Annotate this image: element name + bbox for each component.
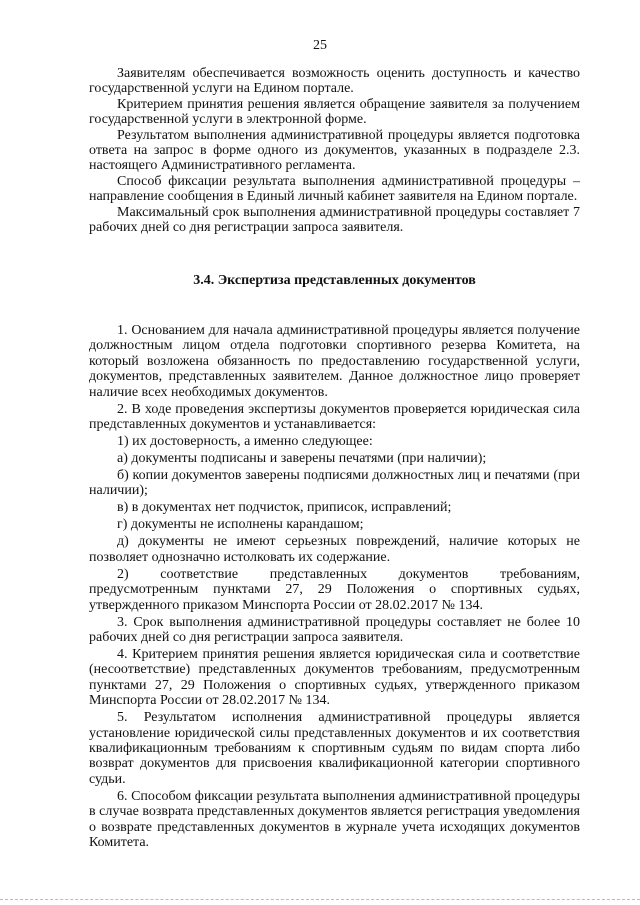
paragraph: Способ фиксации результата выполнения административной процедуры – направление сообщения в Единый личный кабинет заявителя на Едином портале.	[89, 173, 580, 205]
list-item: д) документы не имеют серьезных повреждений, наличие которых не позволяет однозначно истолковать их содержание.	[89, 534, 580, 565]
paragraph: Максимальный срок выполнения административной процедуры составляет 7 рабочих дней со дня регистрации запроса заявителя.	[89, 204, 580, 236]
document-body	[89, 66, 580, 850]
list-item: в) в документах нет подчисток, приписок, исправлений;	[117, 500, 452, 516]
list-item: а) документы подписаны и заверены печатями (при наличии);	[117, 450, 487, 466]
paragraph: 6. Способом фиксации результата выполнения административной процедуры в случае возврата представленных документов является регистрация уведомления о возврате представленных документов в журнале учета исходящих документов Комитета.	[89, 788, 580, 850]
paragraph: Критерием принятия решения является обращение заявителя за получением государственной услуги в электронной форме.	[89, 96, 580, 128]
paragraph: Заявителям обеспечивается возможность оценить доступность и качество государственной услуги на Едином портале.	[89, 66, 580, 97]
section-heading: 3.4. Экспертиза представленных документов	[193, 273, 476, 289]
scan-edge-line	[0, 899, 640, 902]
page-number: 25	[313, 38, 327, 53]
paragraph: 4. Критерием принятия решения является юридическая сила и соответствие (несоответствие) представленных документов требованиям, предусмотренным пунктами 27, 29 Положения о спортивных судьях, утвержденного приказом Минспорта России от 28.02.2017 № 134.	[89, 646, 580, 709]
paragraph: 2. В ходе проведения экспертизы документов проверяется юридическая сила представленных документов и устанавливается:	[89, 401, 580, 432]
list-item: 1) их достоверность, а именно следующее:	[117, 433, 373, 449]
paragraph: 1. Основанием для начала административной процедуры является получение должностным лицом отдела подготовки спортивного резерва Комитета, на который возложена обязанность по предоставлению государственной услуги, документов, представленных заявителем. Данное должностное лицо проверяет наличие всех необходимых документов.	[89, 322, 580, 400]
list-item: г) документы не исполнены карандашом;	[117, 517, 364, 533]
list-item: 2) соответствие представленных документов требованиям, предусмотренным пунктами 27, 29 Положения о спортивных судьях, утвержденного приказом Минспорта России от 28.02.2017 № 134.	[89, 566, 580, 613]
paragraph: 5. Результатом исполнения административной процедуры является установление юридической силы представленных документов и их соответствия квалификационным требованиям к спортивным судьям по видам спорта либо возврат документов для присвоения квалификационной категории спортивного судьи.	[89, 710, 580, 787]
list-item: б) копии документов заверены подписями должностных лиц и печатями (при наличии);	[89, 467, 580, 499]
paragraph: 3. Срок выполнения административной процедуры составляет не более 10 рабочих дней со дня регистрации запроса заявителя.	[89, 614, 580, 645]
paragraph: Результатом выполнения административной процедуры является подготовка ответа на запрос в форме одного из документов, указанных в подразделе 2.3. настоящего Административного регламента.	[89, 127, 580, 174]
